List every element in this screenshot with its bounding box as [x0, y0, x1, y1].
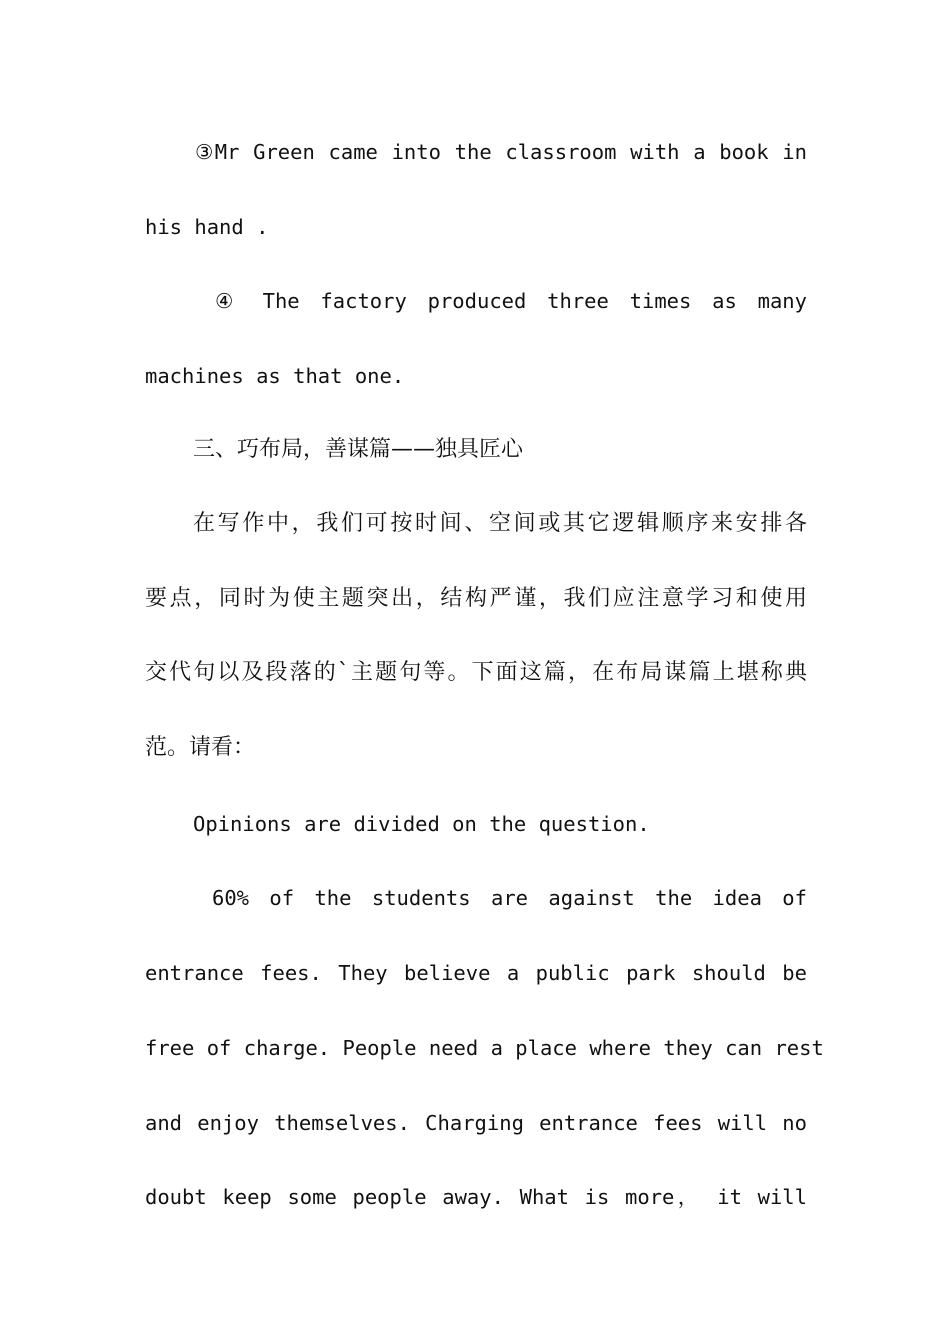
- text-line-4: machines as that one.: [145, 364, 405, 388]
- text-line-12: entrance fees. They believe a public park should be: [145, 961, 807, 985]
- text-line-2: his hand .: [145, 215, 269, 239]
- text-line-8: 交代句以及段落的`主题句等。下面这篇，在布局谋篇上堪称典: [145, 660, 807, 685]
- text-line-9: 范。请看：: [145, 735, 256, 760]
- section-heading: 三、巧布局，善谋篇——独具匠心: [193, 437, 524, 462]
- text-line-13: free of charge. People need a place where they can rest: [145, 1036, 824, 1060]
- text-line-14: and enjoy themselves. Charging entrance fees will no: [145, 1111, 807, 1135]
- text-line-7: 要点，同时为使主题突出，结构严谨，我们应注意学习和使用: [145, 586, 807, 611]
- text-line-3: ④ The factory produced three times as many: [215, 289, 807, 313]
- text-line-1: ③Mr Green came into the classroom with a book in: [195, 140, 807, 164]
- text-line-15: doubt keep some people away. What is more， it will: [145, 1185, 807, 1209]
- text-line-6: 在写作中，我们可按时间、空间或其它逻辑顺序来安排各: [193, 511, 807, 536]
- text-line-10: Opinions are divided on the question.: [193, 812, 650, 836]
- text-line-11: 60% of the students are against the idea of: [212, 886, 807, 910]
